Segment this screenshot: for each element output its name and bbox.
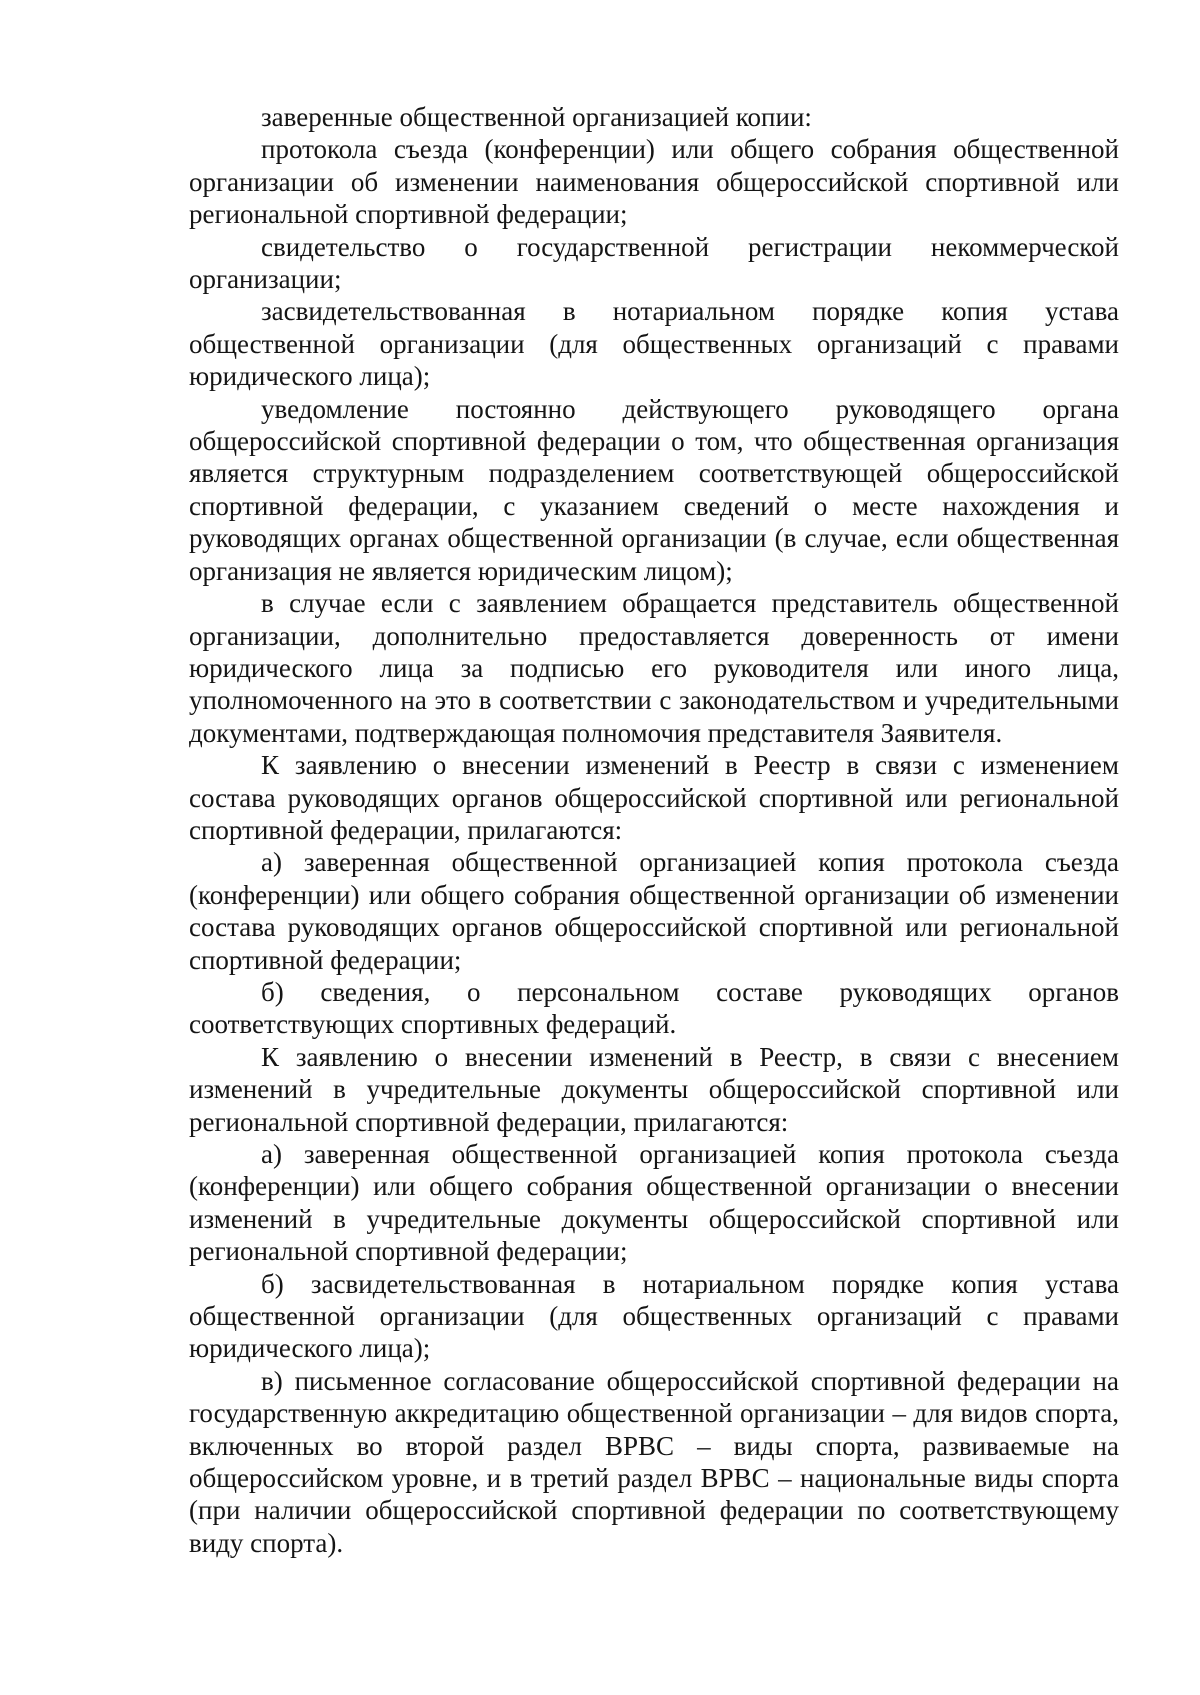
paragraph-certified-copies-intro: заверенные общественной организацией копии:	[261, 102, 812, 132]
paragraph-founding-documents-change: К заявлению о внесении изменений в Реестр, в связи с внесением изменений в учредительные документы общероссийской спортивной или региональной спортивной федерации, прилагаются:	[189, 1041, 1119, 1137]
paragraph-registration-certificate: свидетельство о государственной регистрации некоммерческой организации;	[189, 231, 1119, 295]
paragraph-congress-protocol: протокола съезда (конференции) или общего собрания общественной организации об изменении наименования общероссийской спортивной или региональной спортивной федерации;	[189, 134, 1119, 230]
paragraph-governing-bodies-item-a: а) заверенная общественной организацией копия протокола съезда (конференции) или общего собрания общественной организации об изменении состава руководящих органов общероссийской спортивной или региональной спортивной федерации;	[189, 847, 1119, 975]
paragraph-notarized-charter: засвидетельствованная в нотариальном порядке копия устава общественной организации (для общественных организаций с правами юридического лица);	[189, 296, 1119, 392]
paragraph-governing-bodies-change: К заявлению о внесении изменений в Реестр в связи с изменением состава руководящих органов общероссийской спортивной или региональной спортивной федерации, прилагаются:	[189, 750, 1119, 845]
paragraph-founding-documents-item-c: в) письменное согласование общероссийской спортивной федерации на государственную аккредитацию общественной организации – для видов спорта, включенных во второй раздел ВРВС – виды спорта, развиваемые на общероссийском уровне, и в третий раздел ВРВС – национальные виды спорта (при наличии общероссийской спортивной федерации по соответствующему виду спорта).	[189, 1365, 1119, 1558]
document-body	[189, 101, 1119, 1559]
paragraph-power-of-attorney: в случае если с заявлением обращается представитель общественной организации, дополнительно предоставляется доверенность от имени юридического лица за подписью его руководителя или иного лица, уполномоченного на это в соответствии с законодательством и учредительными документами, подтверждающая полномочия представителя Заявителя.	[189, 588, 1119, 748]
paragraph-governing-bodies-item-b: б) сведения, о персональном составе руководящих органов соответствующих спортивных федераций.	[189, 976, 1119, 1040]
paragraph-founding-documents-item-b: б) засвидетельствованная в нотариальном порядке копия устава общественной организации (для общественных организаций с правами юридического лица);	[189, 1268, 1119, 1364]
paragraph-notification: уведомление постоянно действующего руководящего органа общероссийской спортивной федерации о том, что общественная организация является структурным подразделением соответствующей общероссийской спортивной федерации, с указанием сведений о месте нахождения и руководящих органах общественной организации (в случае, если общественная организация не является юридическим лицом);	[189, 393, 1119, 586]
paragraph-founding-documents-item-a: а) заверенная общественной организацией копия протокола съезда (конференции) или общего собрания общественной организации о внесении изменений в учредительные документы общероссийской спортивной или региональной спортивной федерации;	[189, 1139, 1119, 1267]
